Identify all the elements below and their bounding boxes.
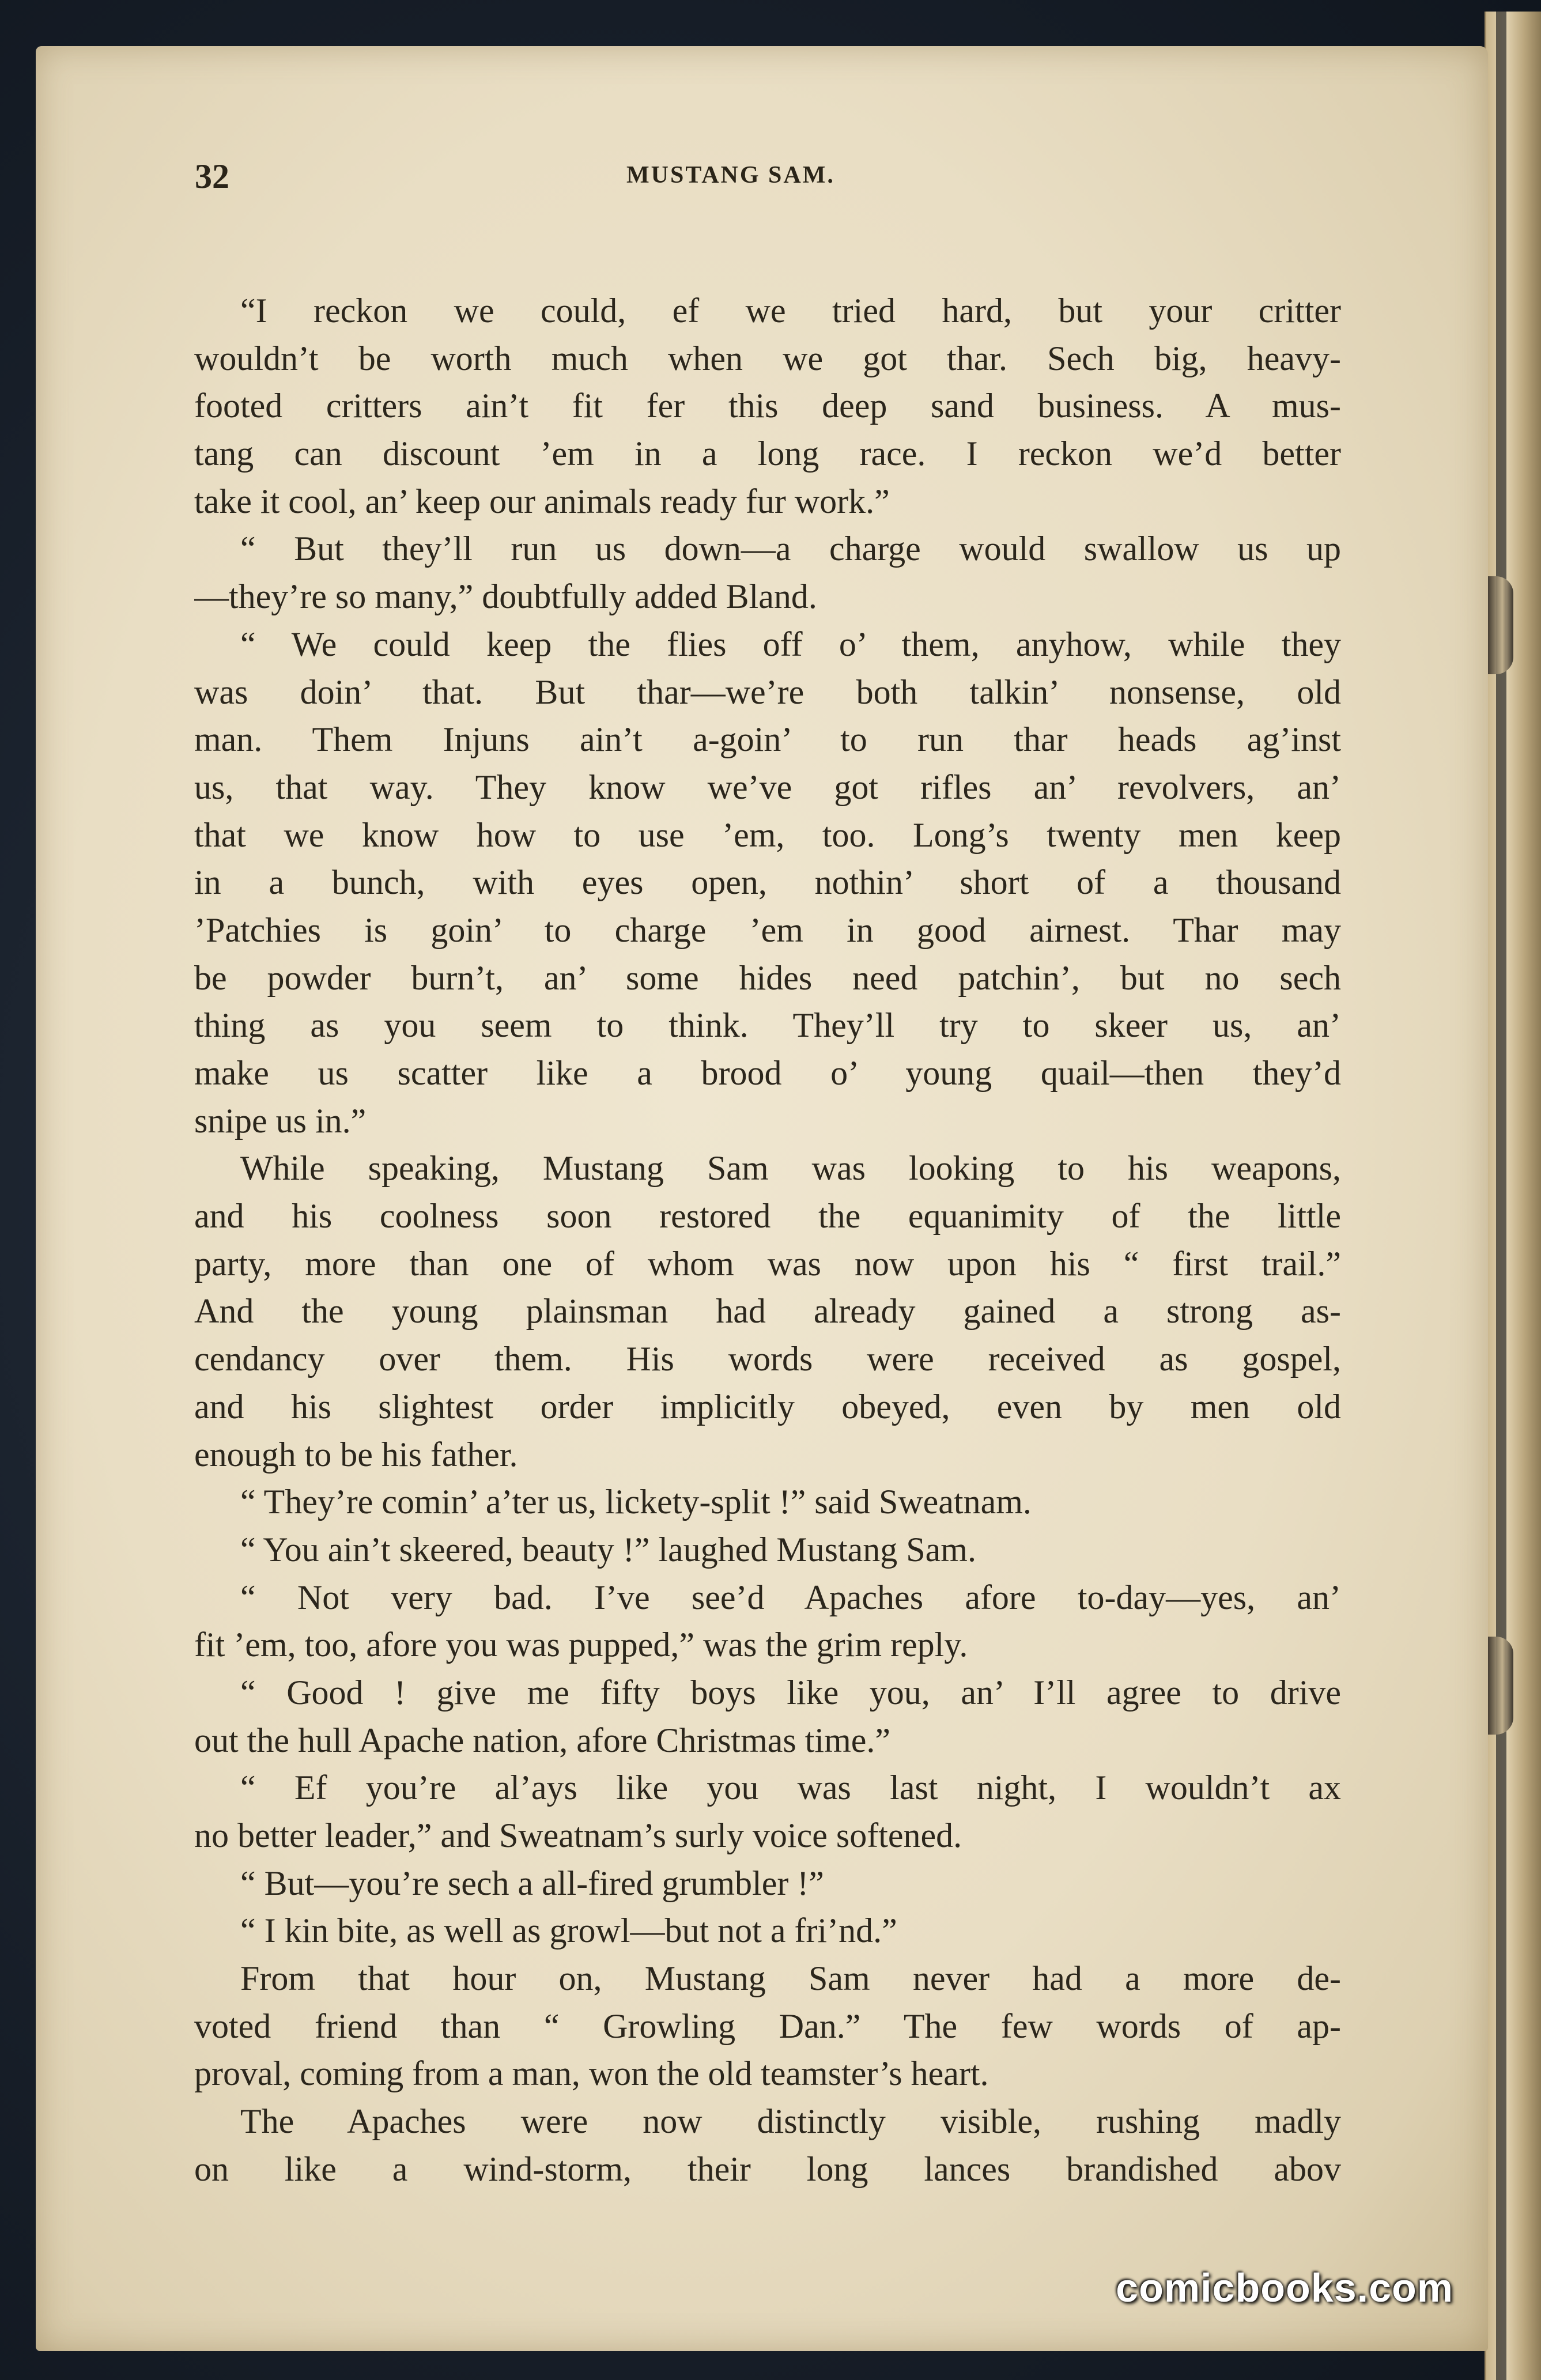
text-line: on like a wind-storm, their long lances brandished abov <box>194 2149 1341 2188</box>
text-line: “ I kin bite, as well as growl—but not a fri’nd.” <box>240 1911 897 1950</box>
text-line: “ Ef you’re al’ays like you was last night, I wouldn’t ax <box>240 1769 1341 1807</box>
text-line: The Apaches were now distinctly visible, rushing madly <box>240 2102 1341 2141</box>
text-line: proval, coming from a man, won the old teamster’s heart. <box>194 2054 989 2093</box>
text-line: ’Patchies is goin’ to charge ’em in good airnest. Thar may <box>194 911 1341 949</box>
text-line: “ They’re comin’ a’ter us, lickety-split !” said Sweatnam. <box>240 1483 1032 1521</box>
text-line: be powder burn’t, an’ some hides need patchin’, but no sech <box>194 958 1341 997</box>
text-line: And the young plainsman had already gained a strong as- <box>194 1292 1341 1331</box>
text-line: make us scatter like a brood o’ young quail—then they’d <box>194 1054 1341 1092</box>
text-line: From that hour on, Mustang Sam never had a more de- <box>240 1959 1341 1998</box>
binding-gap <box>1496 12 1506 2380</box>
running-title: MUSTANG SAM. <box>626 162 835 188</box>
text-line: out the hull Apache nation, afore Christmas time.” <box>194 1721 891 1759</box>
text-line: “I reckon we could, ef we tried hard, but your critter <box>240 292 1341 330</box>
text-line: us, that way. They know we’ve got rifles an’ revolvers, an’ <box>194 768 1341 806</box>
text-line: footed critters ain’t fit fer this deep sand business. A mus- <box>194 387 1341 425</box>
text-line: wouldn’t be worth much when we got thar. Sech big, heavy- <box>194 339 1341 377</box>
book-page <box>36 46 1488 2351</box>
text-line: and his slightest order implicitly obeyed, even by men old <box>194 1387 1341 1426</box>
page-header <box>36 157 1488 203</box>
text-line: “ Not very bad. I’ve see’d Apaches afore to-day—yes, an’ <box>240 1578 1341 1616</box>
text-line: snipe us in.” <box>194 1101 367 1140</box>
text-line: tang can discount ’em in a long race. I reckon we’d better <box>194 435 1341 473</box>
text-line: —they’re so many,” doubtfully added Bland. <box>194 577 817 616</box>
text-line: “ You ain’t skeered, beauty !” laughed Mustang Sam. <box>240 1530 976 1569</box>
text-line: party, more than one of whom was now upon his “ first trail.” <box>194 1244 1341 1283</box>
text-line: take it cool, an’ keep our animals ready fur work.” <box>194 482 890 520</box>
text-line: man. Them Injuns ain’t a-goin’ to run thar heads ag’inst <box>194 720 1341 759</box>
page-stack-edge <box>1485 12 1541 2380</box>
text-line: While speaking, Mustang Sam was looking to his weapons, <box>240 1149 1341 1188</box>
page-number: 32 <box>195 157 229 195</box>
text-line: was doin’ that. But thar—we’re both talkin’ nonsense, old <box>194 673 1341 711</box>
body-text <box>194 287 1341 2193</box>
text-line: fit ’em, too, afore you was pupped,” was the grim reply. <box>194 1626 968 1664</box>
text-line: that we know how to use ’em, too. Long’s twenty men keep <box>194 815 1341 854</box>
text-line: no better leader,” and Sweatnam’s surly voice softened. <box>194 1816 962 1854</box>
text-line: “ Good ! give me fifty boys like you, an’ I’ll agree to drive <box>240 1673 1341 1712</box>
text-line: “ But—you’re sech a all-fired grumbler !” <box>240 1864 824 1902</box>
text-line: cendancy over them. His words were received as gospel, <box>194 1340 1341 1378</box>
text-line: voted friend than “ Growling Dan.” The few words of ap- <box>194 2007 1341 2045</box>
text-line: enough to be his father. <box>194 1435 518 1474</box>
text-line: in a bunch, with eyes open, nothin’ short of a thousand <box>194 863 1341 902</box>
watermark: comicbooks.com <box>1116 2265 1453 2310</box>
text-line: thing as you seem to think. They’ll try to skeer us, an’ <box>194 1006 1341 1045</box>
text-line: “ But they’ll run us down—a charge would swallow us up <box>240 530 1341 568</box>
text-line: and his coolness soon restored the equanimity of the little <box>194 1197 1341 1236</box>
text-line: “ We could keep the flies off o’ them, anyhow, while they <box>240 625 1341 663</box>
